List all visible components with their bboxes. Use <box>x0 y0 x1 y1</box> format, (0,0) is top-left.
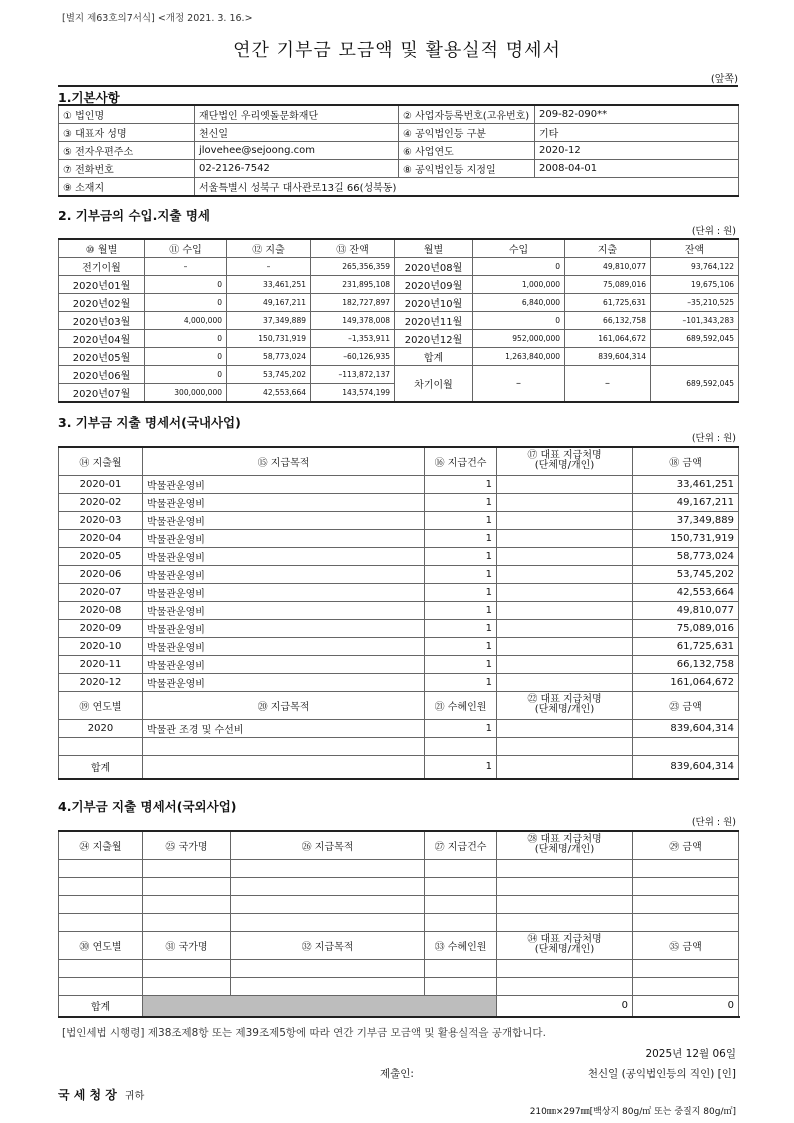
table-row <box>59 447 739 475</box>
purpose-cell: 박물관운영비 <box>143 493 425 511</box>
payee-cell <box>497 583 633 601</box>
overseas-unit: (단위 : 원) <box>691 817 736 828</box>
balance-cell: 265,356,359 <box>311 258 395 276</box>
address-value: 서울특별시 성북구 대사관로13길 66(성북동) <box>195 178 739 197</box>
month-cell: 2020-04 <box>59 529 143 547</box>
column-header: 잔액 <box>651 239 739 258</box>
column-header: 월별 <box>395 239 473 258</box>
count-cell: 1 <box>425 475 497 493</box>
income-cell: 0 <box>145 294 227 312</box>
field-value: 2008-04-01 <box>535 160 739 178</box>
column-header: ⑩ 월별 <box>59 239 145 258</box>
empty-cell <box>143 913 231 931</box>
count-cell <box>425 737 497 755</box>
empty-cell <box>231 977 425 995</box>
field-label: ⑨ 소재지 <box>59 178 195 197</box>
empty-cell <box>425 877 497 895</box>
empty-cell <box>231 959 425 977</box>
overseas-table <box>58 830 739 1018</box>
field-label: ② 사업자등록번호(고유번호) <box>399 105 535 124</box>
balance-cell: 143,574,199 <box>311 384 395 403</box>
field-value: 천신일 <box>195 124 399 142</box>
total-amount: 839,604,314 <box>633 755 739 779</box>
table-row <box>59 565 739 583</box>
empty-cell <box>497 913 633 931</box>
empty-cell <box>497 895 633 913</box>
field-label: ⑤ 전자우편주소 <box>59 142 195 160</box>
income-cell: 1,000,000 <box>473 276 565 294</box>
field-value: 기타 <box>535 124 739 142</box>
table-row <box>59 737 739 755</box>
payee-cell <box>497 673 633 691</box>
month-cell: 2020-03 <box>59 511 143 529</box>
count-cell: 1 <box>425 547 497 565</box>
purpose-cell: 박물관운영비 <box>143 673 425 691</box>
month-cell: 2020년04월 <box>59 330 145 348</box>
balance-cell: –101,343,283 <box>651 312 739 330</box>
field-label: ⑧ 공익법인등 지정일 <box>399 160 535 178</box>
column-header: ㉔ 지출월 <box>59 831 143 859</box>
month-cell: 2020년06월 <box>59 366 145 384</box>
table-row <box>59 493 739 511</box>
column-header: ㉚ 연도별 <box>59 931 143 959</box>
expense-cell: 150,731,919 <box>227 330 311 348</box>
domestic-table <box>58 446 739 780</box>
table-row <box>59 831 739 859</box>
count-cell: 1 <box>425 719 497 737</box>
expense-cell: 75,089,016 <box>565 276 651 294</box>
month-cell: 합계 <box>395 348 473 366</box>
empty-cell <box>231 913 425 931</box>
empty-cell <box>425 977 497 995</box>
total-label: 합계 <box>59 995 143 1017</box>
field-value: 02-2126-7542 <box>195 160 399 178</box>
column-header: ⑮ 지급목적 <box>143 447 425 475</box>
month-cell: 2020-01 <box>59 475 143 493</box>
table-row <box>59 124 739 142</box>
count-cell: 1 <box>425 565 497 583</box>
empty-cell <box>425 895 497 913</box>
table-row <box>59 877 739 895</box>
month-cell: 2020-08 <box>59 601 143 619</box>
expense-cell: 53,745,202 <box>227 366 311 384</box>
basic-info-table <box>58 104 739 197</box>
balance-cell: 182,727,897 <box>311 294 395 312</box>
empty-cell <box>143 977 231 995</box>
empty-cell <box>143 895 231 913</box>
expense-cell: 58,773,024 <box>227 348 311 366</box>
balance-cell: –1,353,911 <box>311 330 395 348</box>
field-value: jlovehee@sejoong.com <box>195 142 399 160</box>
month-cell: 2020년08월 <box>395 258 473 276</box>
table-row <box>59 160 739 178</box>
income-cell: 1,263,840,000 <box>473 348 565 366</box>
submitter-label: 제출인: <box>380 1068 414 1080</box>
count-cell: 1 <box>425 673 497 691</box>
table-row <box>59 583 739 601</box>
empty-cell <box>143 859 231 877</box>
purpose-cell: 박물관운영비 <box>143 583 425 601</box>
table-row <box>59 895 739 913</box>
balance-cell <box>651 348 739 366</box>
table-row <box>59 366 739 384</box>
amount-cell: 33,461,251 <box>633 475 739 493</box>
payee-cell <box>497 565 633 583</box>
month-cell: 2020-06 <box>59 565 143 583</box>
purpose-cell: 박물관운영비 <box>143 511 425 529</box>
balance-cell: 231,895,108 <box>311 276 395 294</box>
month-cell: 2020년03월 <box>59 312 145 330</box>
year-cell: 2020 <box>59 719 143 737</box>
section-divider <box>58 85 738 87</box>
table-row <box>59 511 739 529</box>
income-cell: 0 <box>145 348 227 366</box>
expense-cell: 49,810,077 <box>565 258 651 276</box>
column-header: ⑪ 수입 <box>145 239 227 258</box>
submitter-name: 천신일 (공익법인등의 직인) [인] <box>587 1068 736 1080</box>
carry-expense: – <box>565 366 651 403</box>
total-count: 0 <box>497 995 633 1017</box>
section-domestic-title: 3. 기부금 지출 명세서(국내사업) <box>58 415 241 430</box>
count-cell: 1 <box>425 655 497 673</box>
expense-cell: 49,167,211 <box>227 294 311 312</box>
expense-cell: 161,064,672 <box>565 330 651 348</box>
paper-spec: 210㎜×297㎜[백상지 80g/㎡ 또는 중질지 80g/㎡] <box>529 1107 736 1117</box>
table-row <box>59 913 739 931</box>
flow-unit: (단위 : 원) <box>691 226 736 237</box>
month-cell: 2020년11월 <box>395 312 473 330</box>
balance-cell: 19,675,106 <box>651 276 739 294</box>
month-cell: 2020-02 <box>59 493 143 511</box>
purpose-cell <box>143 737 425 755</box>
table-row <box>59 312 739 330</box>
expense-cell: – <box>227 258 311 276</box>
carry-balance: 689,592,045 <box>651 366 739 403</box>
expense-cell: 66,132,758 <box>565 312 651 330</box>
carry-income: – <box>473 366 565 403</box>
column-header: ㉓ 금액 <box>633 691 739 719</box>
amount-cell: 150,731,919 <box>633 529 739 547</box>
month-cell: 2020년12월 <box>395 330 473 348</box>
column-header: ⑯ 지급건수 <box>425 447 497 475</box>
table-row <box>59 995 739 1017</box>
amount-cell: 66,132,758 <box>633 655 739 673</box>
section-basic-title: 1.기본사항 <box>58 90 120 105</box>
table-row <box>59 601 739 619</box>
empty-cell <box>425 859 497 877</box>
month-cell: 2020-05 <box>59 547 143 565</box>
income-cell: 952,000,000 <box>473 330 565 348</box>
balance-cell: –35,210,525 <box>651 294 739 312</box>
column-header: ㉑ 수혜인원 <box>425 691 497 719</box>
income-cell: 6,840,000 <box>473 294 565 312</box>
column-header: ⑰ 대표 지급처명 (단체명/개인) <box>497 447 633 475</box>
table-row <box>59 755 739 779</box>
table-row <box>59 178 739 197</box>
total-payee <box>497 755 633 779</box>
purpose-cell: 박물관운영비 <box>143 601 425 619</box>
payee-cell <box>497 655 633 673</box>
month-cell: 2020-11 <box>59 655 143 673</box>
count-cell: 1 <box>425 511 497 529</box>
month-cell: 2020년07월 <box>59 384 145 403</box>
column-header: ㉛ 국가명 <box>143 931 231 959</box>
empty-cell <box>633 859 739 877</box>
amount-cell: 49,167,211 <box>633 493 739 511</box>
table-row <box>59 529 739 547</box>
purpose-cell: 박물관운영비 <box>143 547 425 565</box>
column-header: ⑭ 지출월 <box>59 447 143 475</box>
column-header: ⑫ 지출 <box>227 239 311 258</box>
expense-cell: 839,604,314 <box>565 348 651 366</box>
payee-cell <box>497 547 633 565</box>
income-cell: 0 <box>473 258 565 276</box>
submission-date: 2025년 12월 06일 <box>645 1048 736 1060</box>
amount-cell: 75,089,016 <box>633 619 739 637</box>
count-cell: 1 <box>425 601 497 619</box>
income-cell: 0 <box>473 312 565 330</box>
table-row <box>59 475 739 493</box>
column-header: ㉙ 금액 <box>633 831 739 859</box>
empty-cell <box>425 913 497 931</box>
amount-cell: 53,745,202 <box>633 565 739 583</box>
table-row <box>59 859 739 877</box>
total-gray <box>143 995 497 1017</box>
count-cell: 1 <box>425 583 497 601</box>
empty-cell <box>633 959 739 977</box>
payee-cell <box>497 601 633 619</box>
amount-cell: 49,810,077 <box>633 601 739 619</box>
table-row <box>59 239 739 258</box>
count-cell: 1 <box>425 529 497 547</box>
table-row <box>59 105 739 124</box>
month-cell: 전기이월 <box>59 258 145 276</box>
column-header: ㉗ 지급건수 <box>425 831 497 859</box>
empty-cell <box>59 895 143 913</box>
empty-cell <box>231 859 425 877</box>
column-header: 수입 <box>473 239 565 258</box>
payee-cell <box>497 619 633 637</box>
empty-cell <box>633 895 739 913</box>
column-header: ⑱ 금액 <box>633 447 739 475</box>
empty-cell <box>143 959 231 977</box>
table-row <box>59 294 739 312</box>
balance-cell: 689,592,045 <box>651 330 739 348</box>
empty-cell <box>59 913 143 931</box>
table-row <box>59 931 739 959</box>
balance-cell: 149,378,008 <box>311 312 395 330</box>
field-value: 209-82-090** <box>535 105 739 124</box>
table-row <box>59 655 739 673</box>
year-cell <box>59 737 143 755</box>
empty-cell <box>59 859 143 877</box>
month-cell: 2020년01월 <box>59 276 145 294</box>
table-row <box>59 637 739 655</box>
empty-cell <box>633 913 739 931</box>
expense-cell: 61,725,631 <box>565 294 651 312</box>
field-value: 재단법인 우리옛돌문화재단 <box>195 105 399 124</box>
purpose-cell: 박물관운영비 <box>143 565 425 583</box>
table-row <box>59 959 739 977</box>
total-amount: 0 <box>633 995 739 1017</box>
empty-cell <box>497 959 633 977</box>
income-cell: 0 <box>145 276 227 294</box>
payee-cell <box>497 475 633 493</box>
empty-cell <box>59 959 143 977</box>
table-row <box>59 977 739 995</box>
balance-cell: 93,764,122 <box>651 258 739 276</box>
column-header: ㉜ 지급목적 <box>231 931 425 959</box>
field-label: ③ 대표자 성명 <box>59 124 195 142</box>
table-row <box>59 276 739 294</box>
amount-cell: 161,064,672 <box>633 673 739 691</box>
field-label: ⑥ 사업연도 <box>399 142 535 160</box>
empty-cell <box>231 877 425 895</box>
column-header: ㉕ 국가명 <box>143 831 231 859</box>
flow-table <box>58 238 739 403</box>
balance-cell: –113,872,137 <box>311 366 395 384</box>
total-count: 1 <box>425 755 497 779</box>
section-overseas-title: 4.기부금 지출 명세서(국외사업) <box>58 799 237 814</box>
month-cell: 2020-07 <box>59 583 143 601</box>
column-header: ㉘ 대표 지급처명 (단체명/개인) <box>497 831 633 859</box>
table-row <box>59 547 739 565</box>
count-cell: 1 <box>425 493 497 511</box>
amount-cell: 58,773,024 <box>633 547 739 565</box>
table-row <box>59 258 739 276</box>
expense-cell: 33,461,251 <box>227 276 311 294</box>
purpose-cell: 박물관운영비 <box>143 655 425 673</box>
table-row <box>59 619 739 637</box>
purpose-cell: 박물관운영비 <box>143 529 425 547</box>
income-cell: 4,000,000 <box>145 312 227 330</box>
month-cell: 2020-09 <box>59 619 143 637</box>
purpose-cell: 박물관 조경 및 수선비 <box>143 719 425 737</box>
addressee: 국 세 청 장 귀하 <box>58 1088 145 1102</box>
table-row <box>59 330 739 348</box>
carry-label: 차기이월 <box>395 366 473 403</box>
table-row <box>59 142 739 160</box>
month-cell: 2020-10 <box>59 637 143 655</box>
table-row <box>59 719 739 737</box>
column-header: ㉒ 대표 지급처명 (단체명/개인) <box>497 691 633 719</box>
domestic-unit: (단위 : 원) <box>691 433 736 444</box>
empty-cell <box>497 877 633 895</box>
column-header: 지출 <box>565 239 651 258</box>
total-purpose <box>143 755 425 779</box>
empty-cell <box>497 977 633 995</box>
count-cell: 1 <box>425 619 497 637</box>
balance-cell: –60,126,935 <box>311 348 395 366</box>
month-cell: 2020년05월 <box>59 348 145 366</box>
empty-cell <box>59 977 143 995</box>
month-cell: 2020년10월 <box>395 294 473 312</box>
field-label: ⑦ 전화번호 <box>59 160 195 178</box>
payee-cell <box>497 737 633 755</box>
income-cell: 300,000,000 <box>145 384 227 403</box>
payee-cell <box>497 637 633 655</box>
expense-cell: 42,553,664 <box>227 384 311 403</box>
month-cell: 2020년09월 <box>395 276 473 294</box>
amount-cell: 37,349,889 <box>633 511 739 529</box>
column-header: ⑬ 잔액 <box>311 239 395 258</box>
month-cell: 2020년02월 <box>59 294 145 312</box>
purpose-cell: 박물관운영비 <box>143 475 425 493</box>
section-flow-title: 2. 기부금의 수입.지출 명세 <box>58 208 211 223</box>
empty-cell <box>633 877 739 895</box>
legal-statement: [법인세법 시행령] 제38조제8항 또는 제39조제5항에 따라 연간 기부금 모금액 및 활용실적을 공개합니다. <box>62 1027 546 1039</box>
expense-cell: 37,349,889 <box>227 312 311 330</box>
empty-cell <box>497 859 633 877</box>
table-row <box>59 691 739 719</box>
empty-cell <box>143 877 231 895</box>
front-side-label: (앞쪽) <box>710 74 738 85</box>
amount-cell: 42,553,664 <box>633 583 739 601</box>
column-header: ㉞ 대표 지급처명 (단체명/개인) <box>497 931 633 959</box>
amount-cell: 839,604,314 <box>633 719 739 737</box>
count-cell: 1 <box>425 637 497 655</box>
payee-cell <box>497 493 633 511</box>
payee-cell <box>497 719 633 737</box>
purpose-cell: 박물관운영비 <box>143 637 425 655</box>
empty-cell <box>425 959 497 977</box>
table-row <box>59 348 739 366</box>
column-header: ⑲ 연도별 <box>59 691 143 719</box>
payee-cell <box>497 511 633 529</box>
income-cell: 0 <box>145 366 227 384</box>
table-row <box>59 673 739 691</box>
empty-cell <box>59 877 143 895</box>
document-title: 연간 기부금 모금액 및 활용실적 명세서 <box>233 40 561 61</box>
total-label: 합계 <box>59 755 143 779</box>
column-header: ㉝ 수혜인원 <box>425 931 497 959</box>
income-cell: – <box>145 258 227 276</box>
column-header: ㉟ 금액 <box>633 931 739 959</box>
field-value: 2020-12 <box>535 142 739 160</box>
column-header: ⑳ 지급목적 <box>143 691 425 719</box>
field-label: ① 법인명 <box>59 105 195 124</box>
column-header: ㉖ 지급목적 <box>231 831 425 859</box>
amount-cell: 61,725,631 <box>633 637 739 655</box>
income-cell: 0 <box>145 330 227 348</box>
purpose-cell: 박물관운영비 <box>143 619 425 637</box>
field-label: ④ 공익법인등 구분 <box>399 124 535 142</box>
amount-cell <box>633 737 739 755</box>
payee-cell <box>497 529 633 547</box>
empty-cell <box>633 977 739 995</box>
month-cell: 2020-12 <box>59 673 143 691</box>
empty-cell <box>231 895 425 913</box>
form-note: [별지 제63호의7서식] <개정 2021. 3. 16.> <box>62 13 253 24</box>
